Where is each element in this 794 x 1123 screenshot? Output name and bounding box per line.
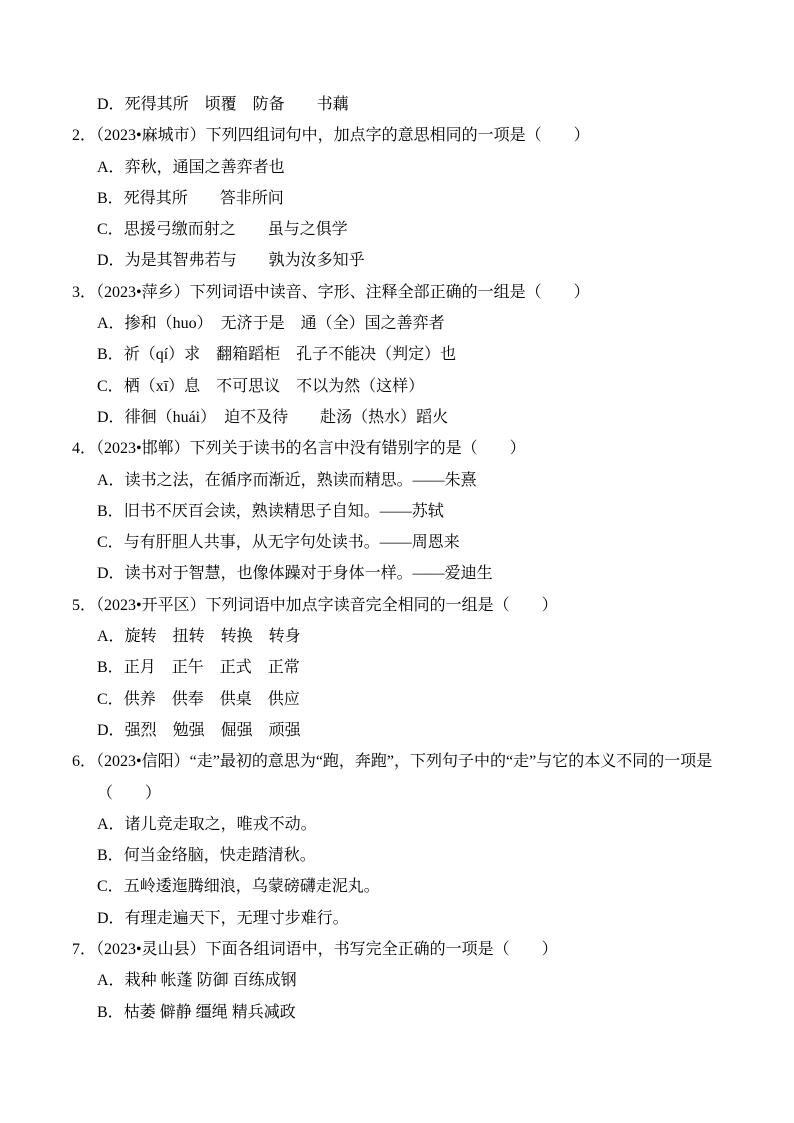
question-number: 5． xyxy=(72,596,97,614)
option-label: A． xyxy=(97,972,125,990)
question-stem xyxy=(72,120,744,151)
option-label: D． xyxy=(97,565,125,583)
option-row xyxy=(72,183,744,214)
option-text: 旧书不厌百会读，熟读精思子自知。——苏轼 xyxy=(123,502,444,520)
option-row xyxy=(72,715,744,746)
option-label: C． xyxy=(97,690,124,708)
option-label: A． xyxy=(97,158,125,176)
option-text: 供养 供奉 供桌 供应 xyxy=(123,690,300,708)
option-label: B． xyxy=(97,502,124,520)
option-row xyxy=(72,871,744,902)
option-row xyxy=(72,339,744,370)
question-number: 4． xyxy=(72,440,97,458)
option-row xyxy=(72,245,744,276)
option-text: 思援弓缴而射之 虽与之俱学 xyxy=(123,221,348,239)
option-text: 读书对于智慧，也像体躁对于身体一样。——爱迪生 xyxy=(124,565,493,583)
question-stem-text: （2023•灵山县）下面各组词语中，书写完全正确的一项是（ ） xyxy=(96,941,558,959)
option-row xyxy=(72,527,744,558)
option-text: 与有肝胆人共事，从无字句处读书。——周恩来 xyxy=(123,534,460,552)
exam-content xyxy=(72,89,744,1028)
option-row xyxy=(72,684,744,715)
option-text: 死得其所 答非所问 xyxy=(123,189,284,207)
question-stem xyxy=(72,934,744,965)
option-row xyxy=(72,903,744,934)
option-label: D． xyxy=(97,96,125,113)
question-stem xyxy=(72,590,744,621)
option-label: D． xyxy=(97,252,125,270)
option-label: C． xyxy=(97,377,124,395)
option-row xyxy=(72,840,744,871)
option-text: 为是其智弗若与 孰为汝多知乎 xyxy=(124,252,365,270)
option-row xyxy=(72,621,744,652)
option-text: 死得其所 顷覆 防备 书藕 xyxy=(124,96,349,113)
option-text: 诸儿竞走取之，唯戎不动。 xyxy=(124,815,317,833)
option-label: D． xyxy=(97,408,125,426)
option-label: D． xyxy=(97,721,125,739)
option-label: D． xyxy=(97,909,125,927)
option-text: 五岭逶迤腾细浪，乌蒙磅礴走泥丸。 xyxy=(123,878,380,896)
option-row xyxy=(72,997,744,1028)
option-row xyxy=(72,89,744,120)
option-label: A． xyxy=(97,471,125,489)
question-number: 2． xyxy=(72,127,97,145)
option-label: A． xyxy=(97,628,125,646)
option-row xyxy=(72,465,744,496)
option-text: 何当金络脑，快走踏清秋。 xyxy=(123,847,316,865)
option-text: 有理走遍天下，无理寸步难行。 xyxy=(124,909,349,927)
option-row xyxy=(72,152,744,183)
question-stem xyxy=(72,277,744,308)
option-row xyxy=(72,809,744,840)
option-row xyxy=(72,214,744,245)
question-stem-text: （2023•萍乡）下列词语中读音、字形、注释全部正确的一组是（ ） xyxy=(96,283,590,301)
option-row xyxy=(72,402,744,433)
question-stem xyxy=(72,746,744,809)
option-text: 强烈 勉强 倔强 顽强 xyxy=(124,721,301,739)
option-text: 徘徊（huái） 迫不及待 赴汤（热水）蹈火 xyxy=(124,408,449,426)
option-text: 枯萎 僻静 缰绳 精兵减政 xyxy=(123,1003,296,1021)
question-stem-text: （2023•邯郸）下列关于读书的名言中没有错别字的是（ ） xyxy=(96,440,526,458)
option-label: B． xyxy=(97,189,124,207)
option-text: 栽种 帐蓬 防御 百练成钢 xyxy=(124,972,297,990)
option-row xyxy=(72,496,744,527)
option-text: 掺和（huo） 无济于是 通（全）国之善弈者 xyxy=(124,315,445,333)
option-label: A． xyxy=(97,815,125,833)
option-label: B． xyxy=(97,847,124,865)
option-row xyxy=(72,652,744,683)
option-label: B． xyxy=(97,346,124,364)
option-text: 栖（xī）息 不可思议 不以为然（这样） xyxy=(123,377,425,395)
question-stem-text: （2023•麻城市）下列四组词句中，加点字的意思相同的一项是（ ） xyxy=(96,127,590,145)
option-text: 正月 正午 正式 正常 xyxy=(123,659,300,677)
question-stem-text: （2023•开平区）下列词语中加点字读音完全相同的一组是（ ） xyxy=(96,596,558,614)
option-label: A． xyxy=(97,315,125,333)
option-label: C． xyxy=(97,221,124,239)
option-label: C． xyxy=(97,878,124,896)
option-row xyxy=(72,371,744,402)
option-label: B． xyxy=(97,1003,124,1021)
question-number: 7． xyxy=(72,941,97,959)
option-row xyxy=(72,558,744,589)
option-label: C． xyxy=(97,534,124,552)
option-label: B． xyxy=(97,659,124,677)
question-stem xyxy=(72,433,744,464)
option-row xyxy=(72,308,744,339)
option-text: 弈秋，通国之善弈者也 xyxy=(124,158,285,176)
question-number: 6． xyxy=(72,753,97,771)
option-text: 旋转 扭转 转换 转身 xyxy=(124,628,301,646)
question-stem-text: （2023•信阳）“走”最初的意思为“跑，奔跑”，下列句子中的“走”与它的本义不同的一项是（ ） xyxy=(96,753,713,802)
option-row xyxy=(72,965,744,996)
option-text: 祈（qí）求 翻箱蹈柜 孔子不能决（判定）也 xyxy=(123,346,457,364)
option-text: 读书之法，在循序而渐近，熟读而精思。——朱熹 xyxy=(124,471,477,489)
question-number: 3． xyxy=(72,283,97,301)
